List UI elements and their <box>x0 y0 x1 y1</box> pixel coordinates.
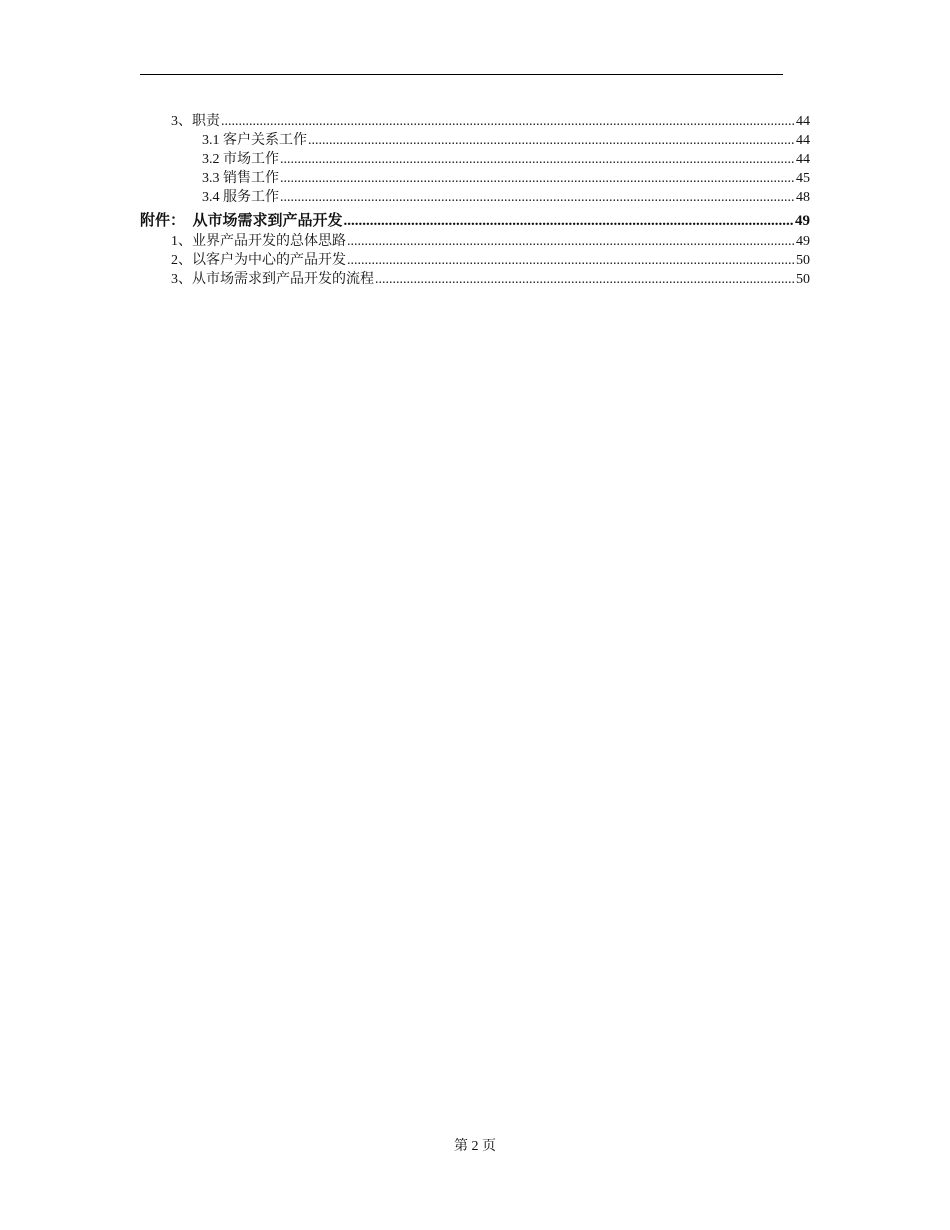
toc-entry-label: 1、业界产品开发的总体思路 <box>171 234 346 249</box>
page-footer <box>0 1138 950 1156</box>
toc-entry-appendix[interactable] <box>140 211 810 232</box>
toc-entry-label: 3.4 服务工作 <box>202 190 279 205</box>
toc-entry-label: 3.2 市场工作 <box>202 152 279 167</box>
toc-dot-leader <box>221 112 795 131</box>
toc-dot-leader <box>344 211 794 232</box>
toc-page-number: 45 <box>796 171 810 186</box>
toc-entry-label: 2、以客户为中心的产品开发 <box>171 253 346 268</box>
toc-entry-market-work[interactable] <box>140 150 810 169</box>
toc-entry-label: 3.3 销售工作 <box>202 171 279 186</box>
toc-entry-label: 3、职责 <box>171 114 220 129</box>
toc-page-number: 44 <box>796 133 810 148</box>
toc-entry-industry-approach[interactable] <box>140 232 810 251</box>
toc-entry-customer-centric[interactable] <box>140 251 810 270</box>
toc-page-number: 49 <box>795 213 810 229</box>
toc-entry-label: 3、从市场需求到产品开发的流程 <box>171 272 374 287</box>
toc-page-number: 44 <box>796 152 810 167</box>
header-rule <box>140 74 783 75</box>
page-number-label: 第 2 页 <box>454 1139 496 1154</box>
toc-dot-leader <box>280 150 795 169</box>
toc-entry-sales-work[interactable] <box>140 169 810 188</box>
toc-dot-leader <box>347 251 795 270</box>
toc-entry-customer-relations[interactable] <box>140 131 810 150</box>
toc-entry-service-work[interactable] <box>140 188 810 207</box>
toc-page-number: 44 <box>796 114 810 129</box>
toc-entry-duties[interactable] <box>140 112 810 131</box>
toc-dot-leader <box>375 270 795 289</box>
toc-page-number: 48 <box>796 190 810 205</box>
toc-dot-leader <box>280 169 795 188</box>
toc-page-number: 50 <box>796 272 810 287</box>
toc-page-number: 50 <box>796 253 810 268</box>
toc-entry-label: 3.1 客户关系工作 <box>202 133 307 148</box>
toc-page-number: 49 <box>796 234 810 249</box>
toc-dot-leader <box>308 131 795 150</box>
toc-dot-leader <box>347 232 795 251</box>
toc-dot-leader <box>280 188 795 207</box>
toc-entry-process[interactable] <box>140 270 810 289</box>
toc-entry-label: 附件： 从市场需求到产品开发 <box>140 213 343 229</box>
table-of-contents <box>140 112 810 289</box>
